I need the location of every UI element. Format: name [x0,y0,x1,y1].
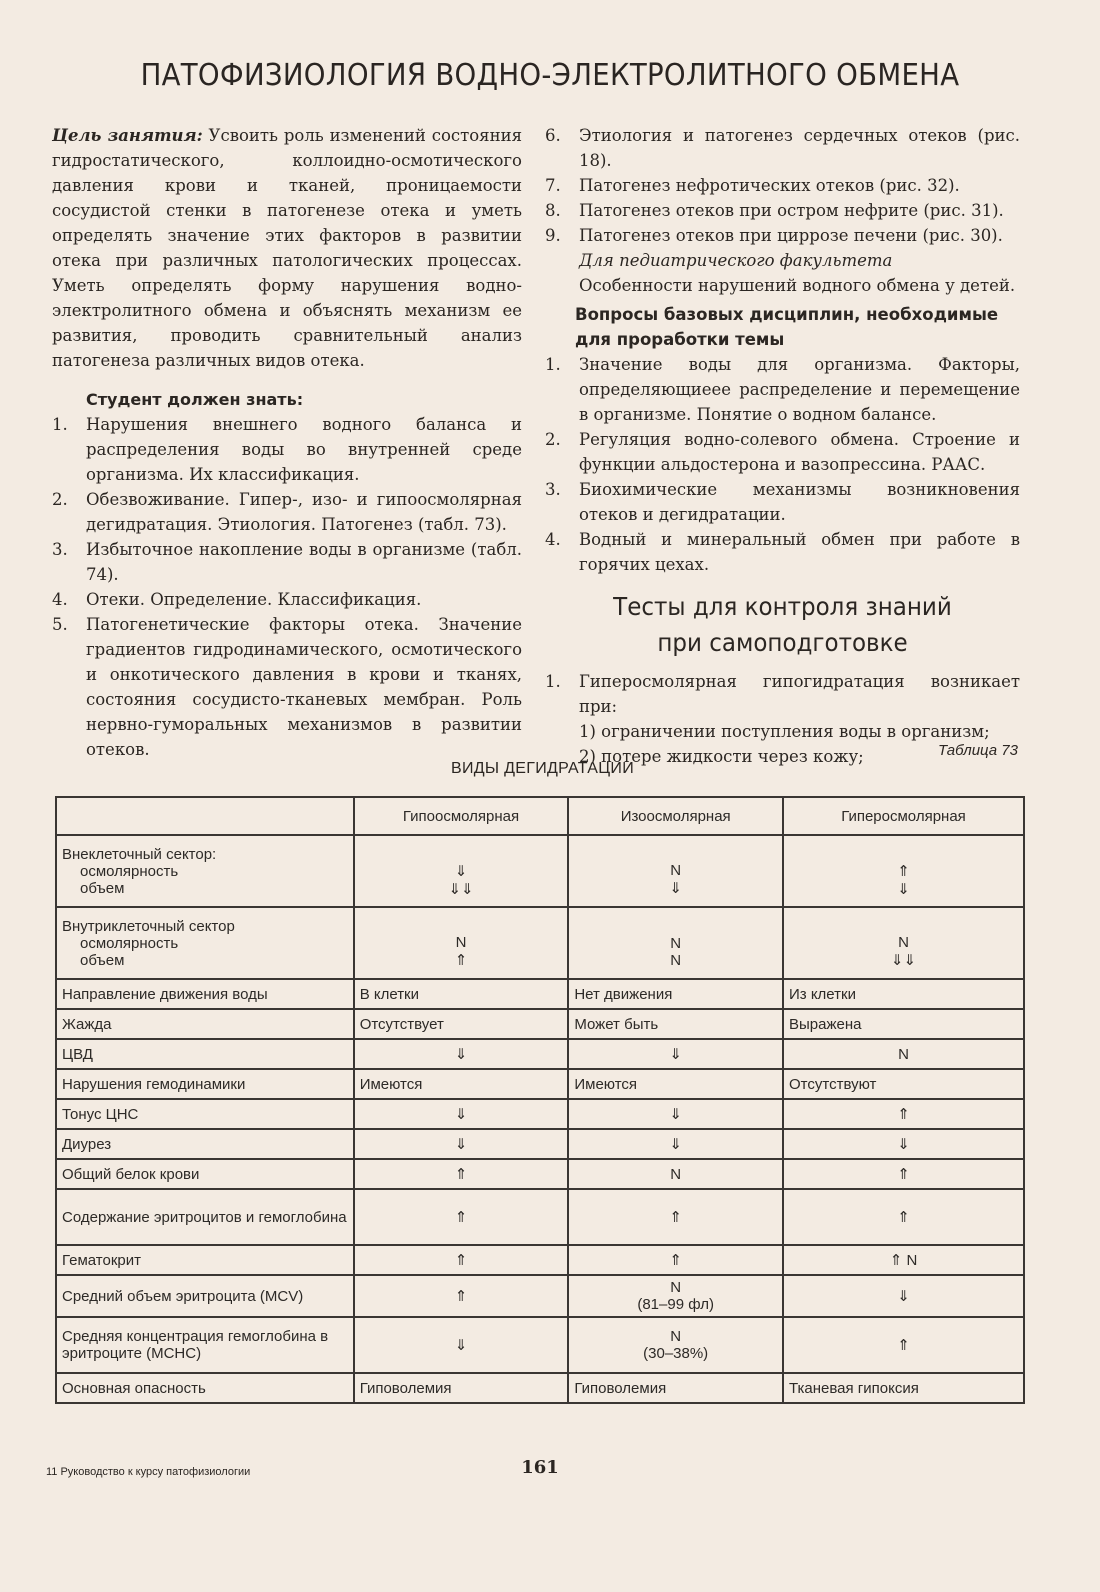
table-cell [783,1039,1024,1069]
cell-line: ⇓⇓ [448,880,474,898]
tests-heading [564,589,1001,661]
row-label-line: Содержание эритроцитов и гемоглобина [62,1208,347,1226]
table-row [56,1039,1024,1069]
basic-item [545,527,1020,577]
cell-line: Может быть [574,1015,659,1033]
goal-label: Цель занятия: [52,126,203,145]
basic-item-text: Регуляция водно-солевого обмена. Строение и функции альдостерона и вазопрессина. РААС. [579,430,1020,474]
must-know-list-continued [545,123,1020,248]
cell-line: ⇑ [897,862,910,880]
table-cell [568,1009,783,1039]
table-row [56,979,1024,1009]
basic-item-number: 1. [545,355,561,374]
row-label-line: осмолярность [80,862,179,880]
must-know-item-text: Обезвоживание. Гипер-, изо- и гипоосмолярная дегидратация. Этиология. Патогенез (табл. 73). [86,490,522,534]
table-header-cell: Гипоосмолярная [354,797,569,835]
must-know-item-text: Избыточное накопление воды в организме (табл. 74). [86,540,522,584]
table-cell [568,907,783,979]
table-cell [568,1373,783,1403]
cell-line: Имеются [359,1075,423,1093]
basic-item [545,427,1020,477]
cell-line: ⇑ [454,952,468,969]
table-caption: Таблица 73 [937,742,1018,759]
table-row-label [56,1129,354,1159]
right-column [545,123,1020,769]
cell-line: ⇑ [669,1209,682,1226]
test-option: 2) потере жидкости через кожу; [579,747,864,766]
cell-line [360,917,563,934]
table-row-label [56,979,354,1009]
table-row [56,1245,1024,1275]
table-cell [354,1009,569,1039]
must-know-item [545,223,1020,248]
must-know-item [545,173,1020,198]
must-know-item-number: 6. [545,126,561,145]
must-know-item [545,198,1020,223]
basic-heading: Вопросы базовых дисциплин, необходимые для проработки темы [575,305,999,349]
table-cell [354,1069,569,1099]
cell-line [789,845,1018,862]
table-cell [783,1009,1024,1039]
basic-item-number: 4. [545,530,561,549]
cell-line [360,845,563,862]
table-cell [783,1099,1024,1129]
table-cell [568,1129,783,1159]
must-know-item-text: Патогенез отеков при остром нефрите (рис. 31). [579,201,1004,220]
cell-line: Тканевая гипоксия [789,1379,919,1397]
table-cell [568,1275,783,1317]
cell-line: N [670,951,682,969]
table-row [56,1189,1024,1245]
cell-line: (30–38%) [643,1345,709,1362]
cell-line: Нет движения [574,985,673,1003]
footer-book-title: 11 Руководство к курсу патофизиологии [46,1466,251,1478]
table-cell [568,1317,783,1373]
cell-line [574,845,777,862]
table-row-label [56,1159,354,1189]
table-title: ВИДЫ ДЕГИДРАТАЦИИ [451,760,634,777]
cell-line: ⇓⇓ [890,952,917,969]
cell-line: N [455,934,467,951]
table-row [56,907,1024,979]
table-cell [783,1245,1024,1275]
must-know-list [52,412,522,762]
basic-item-text: Водный и минеральный обмен при работе в горячих цехах. [579,530,1020,574]
dehydration-table [55,796,1025,1404]
cell-line: ⇑ [897,1166,910,1183]
must-know-item-text: Патогенез нефротических отеков (рис. 32). [579,176,960,195]
table-cell [568,1159,783,1189]
table-cell [354,907,569,979]
table-cell [354,979,569,1009]
row-label-line: ЦВД [62,1045,93,1063]
basic-item-number: 2. [545,430,561,449]
table-row [56,1129,1024,1159]
must-know-item [52,412,522,487]
must-know-item-text: Патогенетические факторы отека. Значение градиентов гидродинамического, осмотического и онкотического давления в крови и тканях, состояния сосудисто-тканевых мембран. Роль нервно-гуморальных механизмов в развитии отеков. [86,615,522,759]
must-know-item-text: Нарушения внешнего водного баланса и распределения воды во внутренней среде организма. Их классификация. [86,415,522,484]
cell-line: ⇑ [669,1252,682,1269]
table-row-label [56,1275,354,1317]
row-label-line: Общий белок крови [62,1165,200,1183]
cell-line: Из клетки [789,985,856,1003]
table-cell [783,979,1024,1009]
table-row [56,1009,1024,1039]
cell-line: Отсутствуют [789,1075,877,1093]
must-know-item-number: 2. [52,490,68,509]
cell-line: ⇓ [669,880,682,897]
table-cell [568,1039,783,1069]
table-header-row [56,797,1024,835]
must-know-item-number: 9. [545,226,561,245]
must-know-item [52,487,522,537]
cell-line: ⇑ [454,1209,468,1226]
table-row-label [56,907,354,979]
table-cell [568,835,783,907]
table-row-label [56,1099,354,1129]
row-label-line: Внутриклеточный сектор [62,917,235,935]
table-cell [568,1069,783,1099]
cell-line: ⇑ [454,1252,468,1269]
table-header-cell [56,797,354,835]
cell-line: ⇓ [897,1136,910,1153]
row-label-line: Диурез [62,1135,112,1153]
table-cell [568,1189,783,1245]
must-know-item [52,612,522,762]
cell-line: N [898,1045,909,1063]
cell-line: N [670,934,682,952]
table-cell [783,1275,1024,1317]
tests-heading-line1: Тесты для контроля знаний [613,592,952,621]
table-cell [783,1317,1024,1373]
cell-line: ⇑ N [889,1252,918,1269]
pediatric-label: Для педиатрического факультета [579,251,893,270]
pediatric-text: Особенности нарушений водного обмена у детей. [579,276,1016,295]
basic-list [545,352,1020,577]
table-cell [354,1275,569,1317]
table-row [56,1317,1024,1373]
table-row-label [56,1069,354,1099]
cell-line [574,918,777,935]
cell-line: ⇓ [454,1046,468,1063]
must-know-item [52,587,522,612]
table-cell [354,1189,569,1245]
cell-line: N [670,1165,682,1183]
table-cell [354,1039,569,1069]
table-cell [354,1099,569,1129]
cell-line: Гиповолемия [574,1379,667,1397]
row-label-line: Средний объем эритроцита (MCV) [62,1287,304,1305]
basic-item-number: 3. [545,480,561,499]
cell-line: Выражена [789,1015,862,1033]
table-cell [783,1189,1024,1245]
cell-line: ⇓ [669,1046,682,1063]
table-cell [783,835,1024,907]
table-row [56,1099,1024,1129]
cell-line: Гиповолемия [359,1379,452,1397]
must-know-item-number: 7. [545,176,561,195]
goal-text: Усвоить роль изменений состояния гидростатического, коллоидно-осмотического давления крови и тканей, проницаемости сосудистой стенки в патогенезе отека и уметь определять значение этих факторов в развитии отека при различных патологических процессах. Уметь определять форму нарушения водно-электролитного обмена и объяснять механизм ее развития, проводить сравнительный анализ патогенеза различных видов отека. [52,126,522,370]
test-question-number: 1. [545,672,561,691]
must-know-item-text: Этиология и патогенез сердечных отеков (рис. 18). [579,126,1020,170]
cell-line: ⇓ [454,1337,468,1354]
row-label-line: Нарушения гемодинамики [62,1075,246,1093]
row-label-line: Внеклеточный сектор: [62,845,217,863]
must-know-item-text: Отеки. Определение. Классификация. [86,590,422,609]
table-row-label [56,1189,354,1245]
page-title: ПАТОФИЗИОЛОГИЯ ВОДНО-ЭЛЕКТРОЛИТНОГО ОБМЕНА [140,58,960,93]
table-cell [783,907,1024,979]
cell-line: ⇑ [897,1106,910,1123]
goal-paragraph [52,123,522,373]
table-cell [783,1129,1024,1159]
table-row-label [56,835,354,907]
must-know-item-number: 4. [52,590,68,609]
must-know-heading: Студент должен знать: [86,390,304,409]
row-label-line: Гематокрит [62,1251,141,1269]
table-row [56,1373,1024,1403]
cell-line: N [898,934,909,951]
table-row-label [56,1009,354,1039]
must-know-item [545,123,1020,173]
cell-line: Имеются [574,1075,638,1093]
table-row-label [56,1245,354,1275]
row-label-line: объем [80,879,125,897]
table-row [56,835,1024,907]
table-body [56,835,1024,1403]
test-option: 1) ограничении поступления воды в организм; [579,722,990,741]
cell-line: N [670,862,682,879]
table-row [56,1275,1024,1317]
table-row-label [56,1317,354,1373]
cell-line: ⇑ [454,1166,468,1183]
cell-line: ⇓ [897,1288,910,1305]
cell-line: ⇑ [897,1209,910,1226]
table-cell [783,1373,1024,1403]
test-question-text: Гиперосмолярная гипогидратация возникает при: [579,672,1020,716]
cell-line: ⇓ [669,1106,682,1123]
row-label-line: Направление движения воды [62,985,268,1003]
cell-line: Отсутствует [359,1015,444,1033]
table-cell [354,1159,569,1189]
must-know-item-text: Патогенез отеков при циррозе печени (рис. 30). [579,226,1003,245]
table-header-cell: Гиперосмолярная [783,797,1024,835]
row-label-line: Тонус ЦНС [62,1105,139,1123]
cell-line: В клетки [359,985,419,1003]
table-cell [354,1129,569,1159]
cell-line [789,917,1018,934]
table-cell [783,1159,1024,1189]
table-cell [354,1245,569,1275]
must-know-item-number: 3. [52,540,68,559]
row-label-line: Жажда [62,1015,112,1033]
must-know-item-number: 5. [52,615,68,634]
cell-line: ⇓ [669,1136,682,1153]
cell-line: N [670,1279,682,1296]
test-question [545,669,1020,719]
table-cell [354,1317,569,1373]
cell-line: ⇓ [454,1136,468,1153]
basic-item [545,352,1020,427]
table-row-label [56,1039,354,1069]
must-know-item [52,537,522,587]
table-cell [568,979,783,1009]
cell-line: ⇑ [897,1337,910,1354]
cell-line: ⇓ [454,1106,468,1123]
left-column [52,123,522,762]
table-header-cell: Изоосмолярная [568,797,783,835]
must-know-item-number: 8. [545,201,561,220]
tests-heading-line2: при самоподготовке [657,628,908,657]
cell-line: ⇑ [454,1288,468,1305]
tests-list [545,669,1020,719]
table-row [56,1159,1024,1189]
basic-item-text: Значение воды для организма. Факторы, определяющиееe распределение и перемещение в организме. Понятие о водном балансе. [579,355,1020,424]
basic-item-text: Биохимические механизмы возникновения отеков и дегидратации. [579,480,1020,524]
must-know-item-number: 1. [52,415,68,434]
cell-line: N [670,1328,682,1345]
row-label-line: Средняя концентрация гемоглобина в эритроците (МСНС) [62,1328,329,1362]
table-cell [354,835,569,907]
table-row [56,1069,1024,1099]
table-row-label [56,1373,354,1403]
table-cell [568,1099,783,1129]
table-cell [568,1245,783,1275]
cell-line: ⇓ [897,880,910,898]
basic-item [545,477,1020,527]
row-label-line: Основная опасность [62,1379,206,1397]
table-cell [783,1069,1024,1099]
table-cell [354,1373,569,1403]
page-number: 161 [521,1457,559,1478]
cell-line: (81–99 фл) [637,1296,714,1313]
row-label-line: осмолярность [80,934,179,952]
cell-line: ⇓ [454,862,468,880]
row-label-line: объем [80,951,125,969]
